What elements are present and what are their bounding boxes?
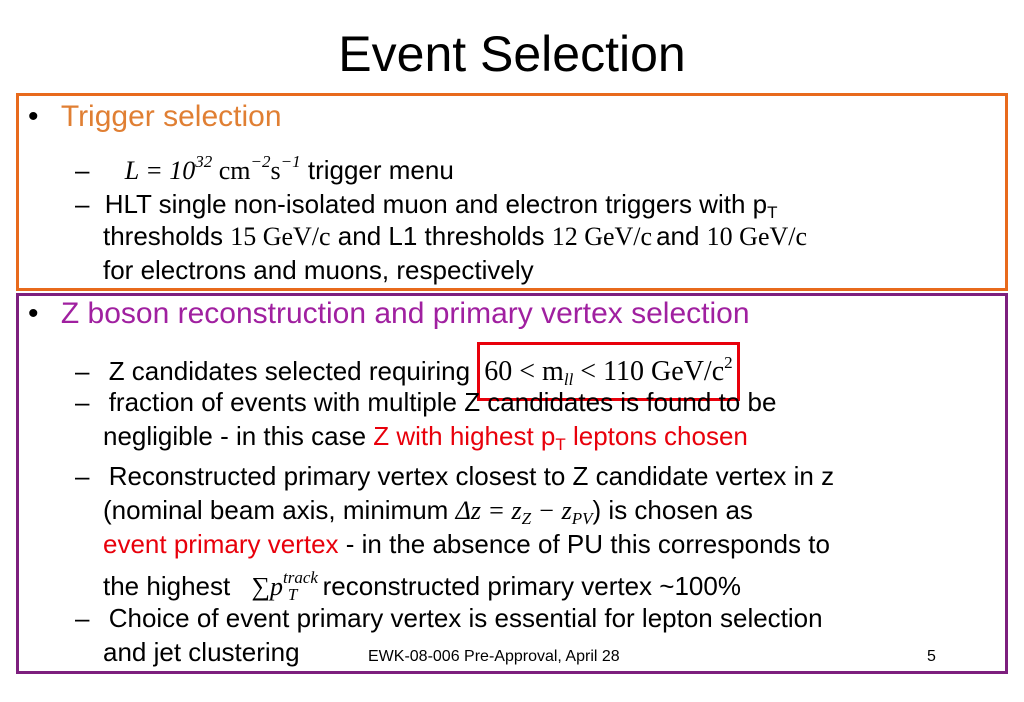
dash-marker: – xyxy=(75,603,90,633)
trigger-menu-text: trigger menu xyxy=(307,155,454,185)
dash-marker: – xyxy=(75,387,90,417)
bullet-marker: • xyxy=(28,100,39,133)
dash-marker: – xyxy=(75,356,90,386)
sum-pt-formula: $\sum p^{track}_T$ xyxy=(251,568,318,604)
delta-z-formula: $\Delta z = z_Z - z_{PV}$ xyxy=(455,496,593,528)
zboson-item-fraction-line2 xyxy=(103,419,748,462)
hlt-text: HLT single non-isolated muon and electron triggers with p xyxy=(104,189,768,219)
fraction-text: fraction of events with multiple Z candidates is found to be xyxy=(108,387,777,417)
hlt-threshold-formula: 15 GeV/c xyxy=(230,222,331,251)
l1-muon-threshold-formula: 10 GeV/c xyxy=(706,222,808,251)
reconstructed-text: reconstructed primary vertex ~100% xyxy=(315,571,741,601)
trigger-item-luminosity xyxy=(75,145,454,188)
zboson-item-fraction xyxy=(75,385,776,419)
candidates-text: Z candidates selected requiring xyxy=(108,356,471,386)
luminosity-formula: $L = 10^{32}$ $cm^{-2}s^{-1}$ xyxy=(124,152,301,185)
vertex-text: Reconstructed primary vertex closest to Z candidate vertex in z xyxy=(108,461,835,491)
pileup-text: - in the absence of PU this corresponds to xyxy=(338,529,830,559)
dash-marker: – xyxy=(75,189,90,219)
zboson-item-vertex xyxy=(75,459,834,493)
zboson-item-vertex-line3 xyxy=(103,527,830,561)
footer-text: EWK-08-006 Pre-Approval, April 28 xyxy=(368,648,620,665)
nominal-axis-text: (nominal beam axis, minimum xyxy=(103,495,456,525)
thresholds-text: thresholds xyxy=(103,221,231,251)
zboson-item-choice-line2: and jet clustering xyxy=(103,637,300,667)
highest-text: the highest xyxy=(103,571,238,601)
page-number: 5 xyxy=(927,648,936,665)
choice-text: Choice of event primary vertex is essential for lepton selection xyxy=(108,603,823,633)
mass-window-formula-box: $60 < m_{ll} < 110$ GeV/$c^2$ xyxy=(477,342,739,401)
dash-marker: – xyxy=(75,155,90,185)
trigger-heading: Trigger selection xyxy=(60,100,282,133)
chosen-as-text: ) is chosen as xyxy=(592,495,753,525)
zboson-bullet-item xyxy=(28,297,750,331)
zboson-item-choice xyxy=(75,601,823,635)
l1-text: and L1 thresholds xyxy=(330,221,552,251)
dash-marker: – xyxy=(75,461,90,491)
negligible-text: negligible - in this case xyxy=(103,421,374,451)
trigger-item-hlt-line2 xyxy=(103,219,807,254)
zboson-heading: Z boson reconstruction and primary vertex selection xyxy=(60,297,750,330)
trigger-item-hlt-line3: for electrons and muons, respectively xyxy=(103,255,534,285)
highest-pt-highlight: Z with highest $p_T$ leptons chosen xyxy=(373,421,748,454)
pt-subscript: T xyxy=(767,203,778,222)
slide-title: Event Selection xyxy=(338,26,686,82)
event-primary-vertex-highlight: event primary vertex xyxy=(103,529,339,559)
l1-electron-threshold-formula: 12 GeV/c xyxy=(551,222,653,251)
and-text: and xyxy=(656,221,707,251)
bullet-marker: • xyxy=(28,297,39,330)
trigger-bullet-item xyxy=(28,100,282,134)
